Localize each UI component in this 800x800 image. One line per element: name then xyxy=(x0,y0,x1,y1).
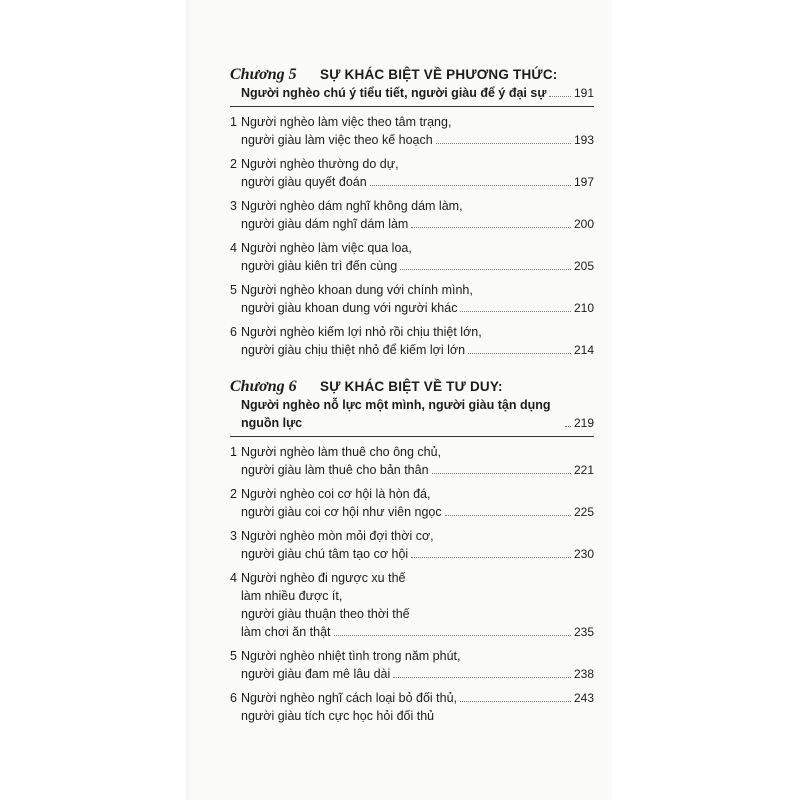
page-number: 230 xyxy=(573,547,594,561)
entry-line: Người nghèo khoan dung với chính mình, xyxy=(241,283,473,297)
entry-line: người giàu coi cơ hội như viên ngọc xyxy=(241,505,442,519)
entry-number: 4 xyxy=(230,571,237,585)
toc-entry xyxy=(230,527,594,563)
entry-line: người giàu tích cực học hỏi đối thủ xyxy=(241,709,435,723)
entry-number: 1 xyxy=(230,115,237,129)
entry-line: người giàu khoan dung với người khác xyxy=(241,301,458,315)
dot-leader xyxy=(400,269,571,270)
entry-number: 2 xyxy=(230,157,237,171)
entry-line: người giàu dám nghĩ dám làm xyxy=(241,217,409,231)
toc-entry xyxy=(230,113,594,149)
dot-leader xyxy=(370,185,571,186)
entry-line: Người nghèo dám nghĩ không dám làm, xyxy=(241,199,463,213)
page-number: 214 xyxy=(573,343,594,357)
chapter-title: SỰ KHÁC BIỆT VỀ TƯ DUY: xyxy=(320,379,503,394)
entry-line: người giàu quyết đoán xyxy=(241,175,367,189)
entry-number: 6 xyxy=(230,325,237,339)
page-number: 200 xyxy=(573,217,594,231)
entry-number: 1 xyxy=(230,445,237,459)
page-number: 235 xyxy=(573,625,594,639)
chapter-number: Chương 5 xyxy=(230,66,297,83)
chapter-number: Chương 6 xyxy=(230,378,297,395)
dot-leader xyxy=(468,353,571,354)
entry-line: Người nghèo làm việc theo tâm trạng, xyxy=(241,115,452,129)
page-number: 238 xyxy=(573,667,594,681)
page-number: 197 xyxy=(573,175,594,189)
toc-entry xyxy=(230,485,594,521)
dot-leader xyxy=(432,473,571,474)
entry-number: 4 xyxy=(230,241,237,255)
chapter-title: SỰ KHÁC BIỆT VỀ PHƯƠNG THỨC: xyxy=(320,67,558,82)
entry-number: 5 xyxy=(230,283,237,297)
dot-leader xyxy=(460,701,571,702)
chapter-subtitle: Người nghèo nỗ lực một mình, người giàu tận dụng nguồn lực xyxy=(241,398,551,430)
entry-line: Người nghèo thường do dự, xyxy=(241,157,399,171)
entry-line: Người nghèo nhiệt tình trong năm phút, xyxy=(241,649,461,663)
entry-line: làm chơi ăn thật xyxy=(241,625,331,639)
dot-leader xyxy=(411,227,571,228)
entry-line: Người nghèo nghĩ cách loại bỏ đối thủ, xyxy=(241,691,458,705)
toc-entry xyxy=(230,197,594,233)
dot-leader xyxy=(565,426,571,427)
entry-line: người giàu chú tâm tạo cơ hội xyxy=(241,547,409,561)
dot-leader xyxy=(411,557,571,558)
dot-leader xyxy=(393,677,571,678)
page-number: 210 xyxy=(573,301,594,315)
divider xyxy=(230,106,594,107)
chapter-subtitle: Người nghèo chú ý tiểu tiết, người giàu để ý đại sự xyxy=(241,86,547,100)
entry-line: người giàu làm việc theo kế hoạch xyxy=(241,133,433,147)
toc-entry xyxy=(230,281,594,317)
chapter-subtitle-row xyxy=(241,396,594,432)
chapter-5-section xyxy=(230,66,594,359)
page-number: 243 xyxy=(573,691,594,705)
divider xyxy=(230,436,594,437)
chapter-subtitle-row xyxy=(241,84,594,102)
page-number: 221 xyxy=(573,463,594,477)
entry-line: Người nghèo làm việc qua loa, xyxy=(241,241,412,255)
entry-line: người giàu đam mê lâu dài xyxy=(241,667,391,681)
entry-line: Người nghèo đi ngược xu thế xyxy=(241,571,406,585)
toc-entry xyxy=(230,155,594,191)
entry-line: Người nghèo làm thuê cho ông chủ, xyxy=(241,445,442,459)
entry-line: người giàu thuận theo thời thế xyxy=(241,607,410,621)
entry-line: Người nghèo mòn mỏi đợi thời cơ, xyxy=(241,529,434,543)
entry-number: 2 xyxy=(230,487,237,501)
page-number: 191 xyxy=(573,86,594,100)
entry-line: Người nghèo coi cơ hội là hòn đá, xyxy=(241,487,431,501)
toc-entry xyxy=(230,569,594,641)
page-number: 193 xyxy=(573,133,594,147)
dot-leader xyxy=(549,96,571,97)
dot-leader xyxy=(436,143,571,144)
toc-entry xyxy=(230,239,594,275)
toc-entry xyxy=(230,647,594,683)
toc-entry xyxy=(230,689,594,725)
entry-line: làm nhiều được ít, xyxy=(241,589,343,603)
entry-number: 3 xyxy=(230,529,237,543)
chapter-heading xyxy=(230,378,594,396)
entry-number: 6 xyxy=(230,691,237,705)
entry-line: người giàu chịu thiệt nhỏ để kiếm lợi lớn xyxy=(241,343,466,357)
toc-entry xyxy=(230,323,594,359)
entry-number: 5 xyxy=(230,649,237,663)
entry-number: 3 xyxy=(230,199,237,213)
page-number: 205 xyxy=(573,259,594,273)
dot-leader xyxy=(460,311,571,312)
dot-leader xyxy=(334,635,571,636)
entry-line: người giàu làm thuê cho bản thân xyxy=(241,463,429,477)
page-number: 219 xyxy=(573,416,594,430)
chapter-heading xyxy=(230,66,594,84)
dot-leader xyxy=(445,515,571,516)
page-number: 225 xyxy=(573,505,594,519)
entry-line: người giàu kiên trì đến cùng xyxy=(241,259,398,273)
entry-line: Người nghèo kiếm lợi nhỏ rồi chịu thiệt lớn, xyxy=(241,325,482,339)
chapter-6-section xyxy=(230,378,594,725)
toc-entry xyxy=(230,443,594,479)
